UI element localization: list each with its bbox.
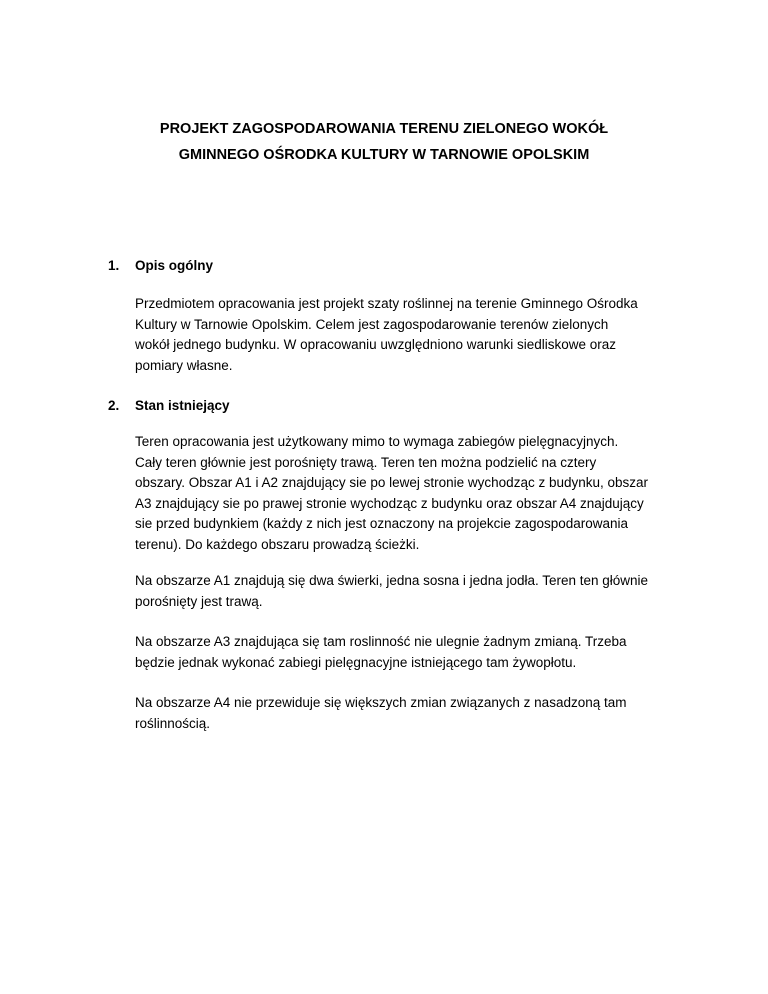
title-line: PROJEKT ZAGOSPODAROWANIA TERENU ZIELONEGO WOKÓŁ <box>159 121 609 137</box>
paragraph-line: Na obszarze A3 znajdująca się tam roslinność nie ulegnie żadnym zmianą. Trzeba <box>135 634 627 649</box>
paragraph-line: pomiary własne. <box>135 357 233 373</box>
section-number: 1. <box>108 258 120 273</box>
paragraph <box>135 432 695 555</box>
paragraph <box>135 294 695 376</box>
paragraph-line: porośnięty jest trawą. <box>135 593 263 609</box>
paragraph <box>135 571 695 612</box>
section-heading-opis-ogolny <box>108 257 213 275</box>
section-title: Stan istniejący <box>135 398 230 413</box>
paragraph <box>135 632 695 673</box>
paragraph-line: Teren opracowania jest użytkowany mimo to wymaga zabiegów pielęgnacyjnych. <box>135 434 619 449</box>
document-title <box>0 116 768 168</box>
paragraph <box>135 693 695 734</box>
paragraph-line: Na obszarze A4 nie przewiduje się większych zmian związanych z nasadzoną tam <box>135 695 627 710</box>
paragraph-line: Kultury w Tarnowie Opolskim. Celem jest zagospodarowanie terenów zielonych <box>135 316 609 332</box>
section-heading-stan-istniejacy <box>108 397 230 415</box>
paragraph-line: Cały teren głównie jest porośnięty trawą. Teren ten można podzielić na cztery <box>135 454 597 470</box>
title-line: GMINNEGO OŚRODKA KULTURY W TARNOWIE OPOLSKIM <box>178 147 590 163</box>
paragraph-line: będzie jednak wykonać zabiegi pielęgnacyjne istniejącego tam żywopłotu. <box>135 654 577 670</box>
section-title: Opis ogólny <box>135 258 214 273</box>
paragraph-line: sie przed budynkiem (każdy z nich jest oznaczony na projekcie zagospodarowania <box>135 516 629 531</box>
paragraph-line: obszary. Obszar A1 i A2 znajdujący sie po lewej stronie wychodząc z budynku, obszar <box>135 475 649 490</box>
paragraph-line: Na obszarze A1 znajdują się dwa świerki, jedna sosna i jedna jodła. Teren ten głównie <box>135 573 649 588</box>
section-number: 2. <box>108 398 120 413</box>
paragraph-line: terenu). Do każdego obszaru prowadzą ścieżki. <box>135 536 420 552</box>
paragraph-line: wokół jednego budynku. W opracowaniu uwzględniono warunki siedliskowe oraz <box>135 337 617 352</box>
paragraph-line: Przedmiotem opracowania jest projekt szaty roślinnej na terenie Gminnego Ośrodka <box>135 296 638 311</box>
paragraph-line: roślinnością. <box>135 715 211 731</box>
paragraph-line: A3 znajdujący sie po prawej stronie wychodząc z budynku oraz obszar A4 znajdujący <box>135 495 644 511</box>
